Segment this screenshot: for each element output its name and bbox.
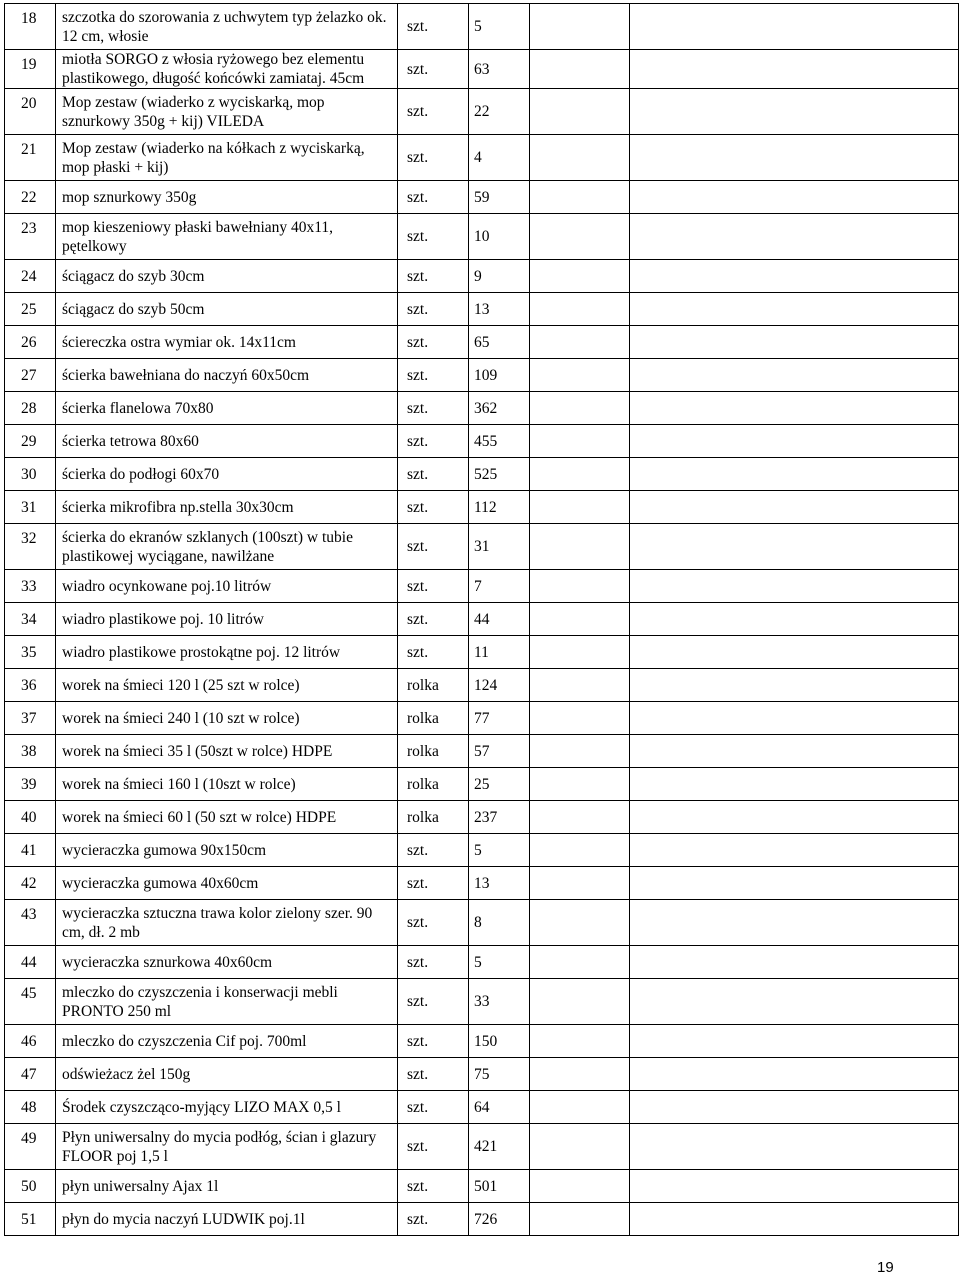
item-value-cell (630, 392, 959, 425)
item-name: wycieraczka gumowa 90x150cm (56, 834, 398, 867)
item-unit: szt. (398, 359, 469, 392)
item-unit-price-cell (530, 1025, 630, 1058)
item-unit-price-cell (530, 768, 630, 801)
item-unit: szt. (398, 392, 469, 425)
item-number: 49 (5, 1124, 56, 1170)
item-name: ścierka flanelowa 70x80 (56, 392, 398, 425)
item-quantity: 10 (469, 214, 530, 260)
table-row (5, 326, 959, 359)
item-number: 18 (5, 4, 56, 50)
item-value-cell (630, 834, 959, 867)
item-name: worek na śmieci 160 l (10szt w rolce) (56, 768, 398, 801)
item-name: Środek czyszcząco-myjący LIZO MAX 0,5 l (56, 1091, 398, 1124)
item-unit: szt. (398, 834, 469, 867)
item-unit: szt. (398, 1170, 469, 1203)
item-name: mleczko do czyszczenia i konserwacji mebli PRONTO 250 ml (56, 979, 398, 1025)
item-value-cell (630, 4, 959, 50)
item-unit-price-cell (530, 214, 630, 260)
item-number: 40 (5, 801, 56, 834)
item-name: wycieraczka sztuczna trawa kolor zielony szer. 90 cm, dł. 2 mb (56, 900, 398, 946)
item-number: 48 (5, 1091, 56, 1124)
item-quantity: 112 (469, 491, 530, 524)
item-value-cell (630, 669, 959, 702)
item-unit: szt. (398, 260, 469, 293)
table-row (5, 181, 959, 214)
item-unit-price-cell (530, 293, 630, 326)
item-unit: szt. (398, 946, 469, 979)
item-unit: szt. (398, 979, 469, 1025)
item-unit: szt. (398, 293, 469, 326)
item-unit-price-cell (530, 491, 630, 524)
item-quantity: 75 (469, 1058, 530, 1091)
item-unit: rolka (398, 702, 469, 735)
item-name: ściągacz do szyb 30cm (56, 260, 398, 293)
table-row (5, 458, 959, 491)
item-number: 36 (5, 669, 56, 702)
item-number: 42 (5, 867, 56, 900)
table-row (5, 834, 959, 867)
item-value-cell (630, 603, 959, 636)
item-quantity: 109 (469, 359, 530, 392)
item-number: 34 (5, 603, 56, 636)
item-unit: szt. (398, 425, 469, 458)
table-row (5, 524, 959, 570)
item-number: 44 (5, 946, 56, 979)
item-number: 41 (5, 834, 56, 867)
item-quantity: 13 (469, 293, 530, 326)
item-name: płyn do mycia naczyń LUDWIK poj.1l (56, 1203, 398, 1236)
item-unit: szt. (398, 570, 469, 603)
page-number: 19 (877, 1259, 894, 1276)
item-quantity: 57 (469, 735, 530, 768)
item-number: 19 (5, 50, 56, 89)
item-value-cell (630, 867, 959, 900)
item-unit-price-cell (530, 135, 630, 181)
item-value-cell (630, 491, 959, 524)
item-unit: szt. (398, 135, 469, 181)
item-number: 33 (5, 570, 56, 603)
item-unit-price-cell (530, 1170, 630, 1203)
item-unit-price-cell (530, 4, 630, 50)
item-unit: szt. (398, 4, 469, 50)
item-quantity: 63 (469, 50, 530, 89)
item-number: 45 (5, 979, 56, 1025)
item-name: wiadro ocynkowane poj.10 litrów (56, 570, 398, 603)
item-value-cell (630, 900, 959, 946)
item-quantity: 44 (469, 603, 530, 636)
table-row (5, 1025, 959, 1058)
item-name: Płyn uniwersalny do mycia podłóg, ścian i glazury FLOOR poj 1,5 l (56, 1124, 398, 1170)
item-unit-price-cell (530, 669, 630, 702)
item-unit: szt. (398, 1091, 469, 1124)
item-quantity: 124 (469, 669, 530, 702)
table-row (5, 702, 959, 735)
item-unit: szt. (398, 214, 469, 260)
item-name: mop sznurkowy 350g (56, 181, 398, 214)
item-quantity: 501 (469, 1170, 530, 1203)
item-quantity: 7 (469, 570, 530, 603)
item-unit: szt. (398, 458, 469, 491)
table-row (5, 392, 959, 425)
items-table-body (5, 4, 959, 1236)
item-unit-price-cell (530, 89, 630, 135)
item-number: 23 (5, 214, 56, 260)
table-row (5, 801, 959, 834)
item-name: ścierka tetrowa 80x60 (56, 425, 398, 458)
item-unit: szt. (398, 50, 469, 89)
item-quantity: 525 (469, 458, 530, 491)
item-name: ścierka do ekranów szklanych (100szt) w tubie plastikowej wyciągane, nawilżane (56, 524, 398, 570)
item-name: Mop zestaw (wiaderko z wyciskarką, mop sznurkowy 350g + kij) VILEDA (56, 89, 398, 135)
item-value-cell (630, 1170, 959, 1203)
item-quantity: 77 (469, 702, 530, 735)
item-name: worek na śmieci 120 l (25 szt w rolce) (56, 669, 398, 702)
item-unit-price-cell (530, 1203, 630, 1236)
item-value-cell (630, 946, 959, 979)
item-name: mleczko do czyszczenia Cif poj. 700ml (56, 1025, 398, 1058)
item-unit: szt. (398, 1203, 469, 1236)
item-name: wiadro plastikowe prostokątne poj. 12 litrów (56, 636, 398, 669)
item-number: 37 (5, 702, 56, 735)
item-unit-price-cell (530, 636, 630, 669)
item-unit-price-cell (530, 1124, 630, 1170)
item-value-cell (630, 636, 959, 669)
item-unit: szt. (398, 524, 469, 570)
item-name: wycieraczka sznurkowa 40x60cm (56, 946, 398, 979)
item-name: worek na śmieci 35 l (50szt w rolce) HDPE (56, 735, 398, 768)
item-quantity: 150 (469, 1025, 530, 1058)
item-name: odświeżacz żel 150g (56, 1058, 398, 1091)
table-row (5, 669, 959, 702)
item-number: 39 (5, 768, 56, 801)
item-quantity: 8 (469, 900, 530, 946)
item-quantity: 22 (469, 89, 530, 135)
item-name: wiadro plastikowe poj. 10 litrów (56, 603, 398, 636)
item-number: 31 (5, 491, 56, 524)
table-row (5, 1170, 959, 1203)
item-number: 50 (5, 1170, 56, 1203)
item-number: 32 (5, 524, 56, 570)
item-value-cell (630, 359, 959, 392)
item-unit-price-cell (530, 359, 630, 392)
item-unit: szt. (398, 1025, 469, 1058)
item-unit: szt. (398, 1058, 469, 1091)
item-unit-price-cell (530, 1091, 630, 1124)
item-quantity: 5 (469, 946, 530, 979)
item-value-cell (630, 570, 959, 603)
item-number: 51 (5, 1203, 56, 1236)
item-value-cell (630, 458, 959, 491)
item-unit: szt. (398, 491, 469, 524)
table-row (5, 50, 959, 89)
item-number: 24 (5, 260, 56, 293)
item-value-cell (630, 1058, 959, 1091)
item-value-cell (630, 801, 959, 834)
table-row (5, 1091, 959, 1124)
item-unit-price-cell (530, 392, 630, 425)
item-quantity: 64 (469, 1091, 530, 1124)
item-value-cell (630, 1203, 959, 1236)
item-number: 43 (5, 900, 56, 946)
item-name: płyn uniwersalny Ajax 1l (56, 1170, 398, 1203)
table-row (5, 636, 959, 669)
table-row (5, 293, 959, 326)
item-name: wycieraczka gumowa 40x60cm (56, 867, 398, 900)
item-quantity: 726 (469, 1203, 530, 1236)
item-unit: rolka (398, 768, 469, 801)
item-name: worek na śmieci 240 l (10 szt w rolce) (56, 702, 398, 735)
item-unit: szt. (398, 1124, 469, 1170)
item-unit: szt. (398, 603, 469, 636)
item-quantity: 237 (469, 801, 530, 834)
item-unit-price-cell (530, 946, 630, 979)
table-row (5, 359, 959, 392)
item-value-cell (630, 135, 959, 181)
item-value-cell (630, 1091, 959, 1124)
item-name: ściągacz do szyb 50cm (56, 293, 398, 326)
item-number: 27 (5, 359, 56, 392)
table-row (5, 4, 959, 50)
item-name: ściereczka ostra wymiar ok. 14x11cm (56, 326, 398, 359)
item-unit-price-cell (530, 867, 630, 900)
item-quantity: 59 (469, 181, 530, 214)
item-number: 35 (5, 636, 56, 669)
item-number: 38 (5, 735, 56, 768)
item-unit-price-cell (530, 524, 630, 570)
item-quantity: 11 (469, 636, 530, 669)
table-row (5, 425, 959, 458)
item-value-cell (630, 524, 959, 570)
item-unit-price-cell (530, 979, 630, 1025)
table-row (5, 214, 959, 260)
item-value-cell (630, 293, 959, 326)
item-name: ścierka bawełniana do naczyń 60x50cm (56, 359, 398, 392)
item-number: 22 (5, 181, 56, 214)
item-name: ścierka mikrofibra np.stella 30x30cm (56, 491, 398, 524)
item-unit: rolka (398, 735, 469, 768)
table-row (5, 89, 959, 135)
item-name: Mop zestaw (wiaderko na kółkach z wyciskarką, mop płaski + kij) (56, 135, 398, 181)
table-row (5, 768, 959, 801)
item-quantity: 65 (469, 326, 530, 359)
item-unit-price-cell (530, 702, 630, 735)
item-unit-price-cell (530, 50, 630, 89)
item-unit-price-cell (530, 326, 630, 359)
item-number: 20 (5, 89, 56, 135)
item-unit-price-cell (530, 834, 630, 867)
table-row (5, 1058, 959, 1091)
item-quantity: 31 (469, 524, 530, 570)
item-value-cell (630, 181, 959, 214)
item-quantity: 33 (469, 979, 530, 1025)
item-unit-price-cell (530, 735, 630, 768)
item-number: 26 (5, 326, 56, 359)
table-row (5, 946, 959, 979)
item-unit: rolka (398, 669, 469, 702)
item-unit-price-cell (530, 900, 630, 946)
items-table (4, 3, 959, 1236)
item-quantity: 5 (469, 834, 530, 867)
item-value-cell (630, 214, 959, 260)
table-row (5, 1124, 959, 1170)
item-name: mop kieszeniowy płaski bawełniany 40x11, pętelkowy (56, 214, 398, 260)
item-unit-price-cell (530, 801, 630, 834)
table-row (5, 900, 959, 946)
item-quantity: 362 (469, 392, 530, 425)
table-row (5, 260, 959, 293)
table-row (5, 491, 959, 524)
item-value-cell (630, 979, 959, 1025)
item-unit-price-cell (530, 260, 630, 293)
item-quantity: 455 (469, 425, 530, 458)
item-quantity: 5 (469, 4, 530, 50)
item-quantity: 421 (469, 1124, 530, 1170)
item-number: 47 (5, 1058, 56, 1091)
item-name: worek na śmieci 60 l (50 szt w rolce) HDPE (56, 801, 398, 834)
item-unit-price-cell (530, 570, 630, 603)
item-value-cell (630, 425, 959, 458)
item-name: ścierka do podłogi 60x70 (56, 458, 398, 491)
item-value-cell (630, 702, 959, 735)
item-unit: szt. (398, 867, 469, 900)
item-unit: szt. (398, 181, 469, 214)
item-number: 46 (5, 1025, 56, 1058)
item-value-cell (630, 50, 959, 89)
item-name: miotła SORGO z włosia ryżowego bez elementu plastikowego, długość końcówki zamiataj. 45cm (56, 50, 398, 89)
item-value-cell (630, 768, 959, 801)
item-number: 30 (5, 458, 56, 491)
item-unit: szt. (398, 900, 469, 946)
table-row (5, 135, 959, 181)
item-unit-price-cell (530, 425, 630, 458)
table-row (5, 735, 959, 768)
item-unit: szt. (398, 636, 469, 669)
item-number: 28 (5, 392, 56, 425)
item-value-cell (630, 260, 959, 293)
item-unit: rolka (398, 801, 469, 834)
item-unit-price-cell (530, 181, 630, 214)
item-unit-price-cell (530, 603, 630, 636)
item-number: 29 (5, 425, 56, 458)
table-row (5, 603, 959, 636)
item-number: 21 (5, 135, 56, 181)
item-quantity: 4 (469, 135, 530, 181)
item-value-cell (630, 1124, 959, 1170)
item-unit-price-cell (530, 458, 630, 491)
table-row (5, 1203, 959, 1236)
item-unit: szt. (398, 326, 469, 359)
item-value-cell (630, 1025, 959, 1058)
table-row (5, 867, 959, 900)
table-row (5, 570, 959, 603)
item-quantity: 9 (469, 260, 530, 293)
item-number: 25 (5, 293, 56, 326)
item-unit: szt. (398, 89, 469, 135)
item-value-cell (630, 735, 959, 768)
item-quantity: 25 (469, 768, 530, 801)
item-unit-price-cell (530, 1058, 630, 1091)
item-quantity: 13 (469, 867, 530, 900)
item-value-cell (630, 326, 959, 359)
item-value-cell (630, 89, 959, 135)
item-name: szczotka do szorowania z uchwytem typ żelazko ok. 12 cm, włosie (56, 4, 398, 50)
table-row (5, 979, 959, 1025)
